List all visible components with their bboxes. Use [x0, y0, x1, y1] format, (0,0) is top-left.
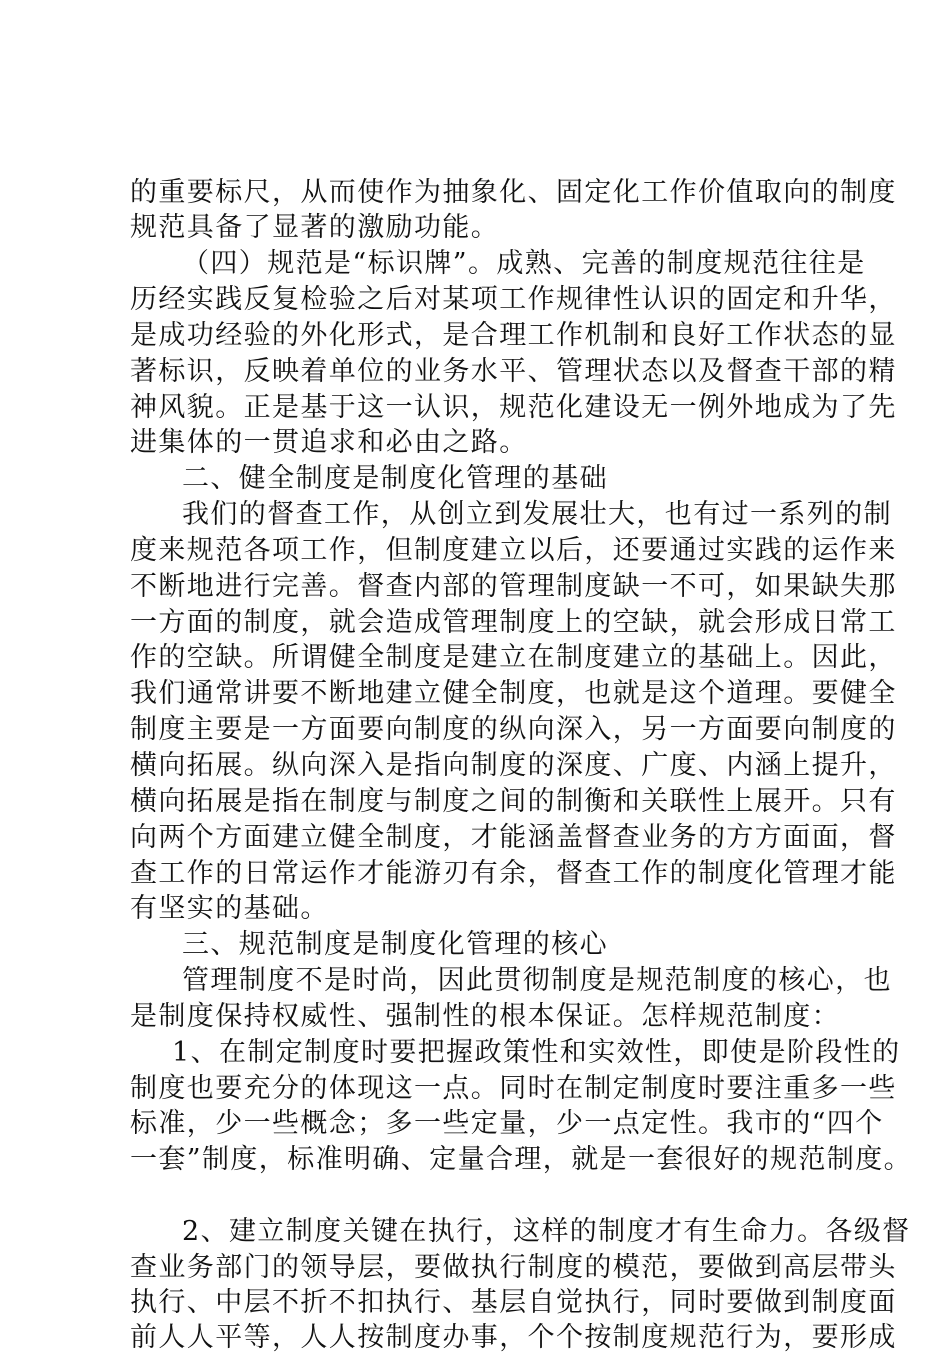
text-line-13: 一方面的制度，就会造成管理制度上的空缺，就会形成日常工	[130, 607, 897, 638]
section-heading-2: 二、健全制度是制度化管理的基础	[182, 463, 608, 494]
text-line-4: 历经实践反复检验之后对某项工作规律性认识的固定和升华，	[130, 284, 897, 315]
text-line-30: 查业务部门的领导层，要做执行制度的模范，要做到高层带头	[130, 1252, 897, 1283]
text-line-31: 执行、中层不折不扣执行、基层自觉执行，同时要做到制度面	[130, 1287, 897, 1318]
text-line-26: 制度也要充分的体现这一点。同时在制定制度时要注重多一些	[130, 1073, 897, 1104]
text-line-20: 查工作的日常运作才能游刃有余，督查工作的制度化管理才能	[130, 858, 897, 889]
text-line-19: 向两个方面建立健全制度，才能涵盖督查业务的方方面面，督	[130, 822, 897, 853]
text-line-12: 不断地进行完善。督查内部的管理制度缺一不可，如果缺失那	[130, 571, 897, 602]
text-line-6: 著标识，反映着单位的业务水平、管理状态以及督查干部的精	[130, 356, 897, 387]
text-line-2: 规范具备了显著的激励功能。	[130, 212, 500, 243]
text-line-18: 横向拓展是指在制度与制度之间的制衡和关联性上展开。只有	[130, 786, 897, 817]
text-line-23: 管理制度不是时尚，因此贯彻制度是规范制度的核心，也	[182, 965, 892, 996]
text-line-21: 有坚实的基础。	[130, 893, 329, 924]
section-heading-3: 三、规范制度是制度化管理的核心	[182, 929, 608, 960]
text-line-1: 的重要标尺，从而使作为抽象化、固定化工作价值取向的制度	[130, 177, 897, 208]
text-line-3: （四）规范是“标识牌”。成熟、完善的制度规范往往是	[182, 248, 866, 279]
text-line-24: 是制度保持权威性、强制性的根本保证。怎样规范制度：	[130, 1001, 840, 1032]
text-line-32: 前人人平等，人人按制度办事，个个按制度规范行为，要形成	[130, 1322, 897, 1353]
text-line-5: 是成功经验的外化形式，是合理工作机制和良好工作状态的显	[130, 320, 897, 351]
text-line-8: 进集体的一贯追求和必由之路。	[130, 427, 528, 458]
text-line-11: 度来规范各项工作，但制度建立以后，还要通过实践的运作来	[130, 535, 897, 566]
text-line-16: 制度主要是一方面要向制度的纵向深入，另一方面要向制度的	[130, 714, 897, 745]
text-line-27: 标准，少一些概念；多一些定量，少一点定性。我市的“四个	[130, 1108, 884, 1139]
text-line-7: 神风貌。正是基于这一认识，规范化建设无一例外地成为了先	[130, 392, 897, 423]
text-line-14: 作的空缺。所谓健全制度是建立在制度建立的基础上。因此，	[130, 642, 897, 673]
text-line-25: 1、在制定制度时要把握政策性和实效性，即使是阶段性的	[172, 1037, 901, 1068]
text-line-15: 我们通常讲要不断地建立健全制度，也就是这个道理。要健全	[130, 678, 897, 709]
text-line-10: 我们的督查工作，从创立到发展壮大，也有过一系列的制	[182, 499, 892, 530]
text-line-29: 2、建立制度关键在执行，这样的制度才有生命力。各级督	[182, 1216, 911, 1247]
text-line-28: 一套”制度，标准明确、定量合理，就是一套很好的规范制度。	[130, 1144, 913, 1175]
text-line-17: 横向拓展。纵向深入是指向制度的深度、广度、内涵上提升，	[130, 750, 897, 781]
